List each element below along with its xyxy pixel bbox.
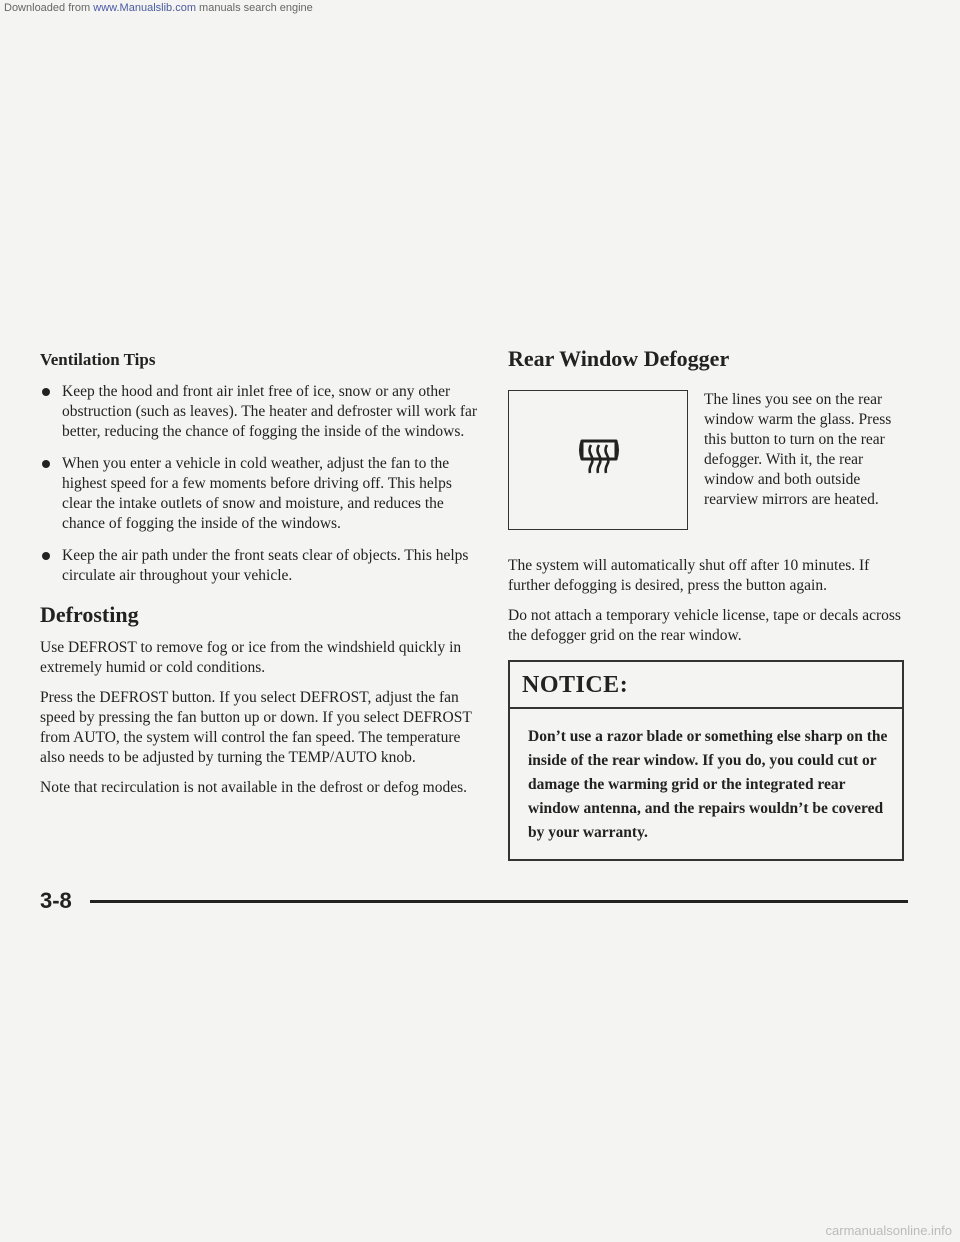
- bullet-icon: [42, 460, 50, 468]
- rear-window-defogger-heading: Rear Window Defogger: [508, 346, 730, 371]
- ventilation-tips-heading: Ventilation Tips: [40, 350, 156, 369]
- defogger-figure: [508, 390, 908, 548]
- site-watermark: carmanualsonline.info: [825, 1223, 952, 1238]
- download-watermark: Downloaded from www.Manualslib.com manuals search engine: [4, 2, 313, 14]
- list-item: Keep the air path under the front seats clear of objects. This helps circulate air throughout your vehicle.: [40, 546, 480, 586]
- defogger-button-illustration: [508, 390, 688, 530]
- defrosting-heading: Defrosting: [40, 602, 139, 627]
- list-item: When you enter a vehicle in cold weather, adjust the fan to the highest speed for a few moments before driving off. This helps clear the intake outlets of snow and moisture, and reduces the chance of fogging the inside of the windows.: [40, 454, 480, 534]
- right-column: [508, 346, 908, 861]
- paragraph: Note that recirculation is not available in the defrost or defog modes.: [40, 779, 467, 796]
- notice-box: [508, 660, 904, 861]
- footer-divider: [90, 900, 908, 903]
- left-column: [40, 350, 480, 808]
- page-number: 3-8: [40, 888, 72, 913]
- bullet-icon: [42, 552, 50, 560]
- manualslib-link[interactable]: www.Manualslib.com: [93, 2, 196, 14]
- rear-defog-icon: [576, 437, 622, 477]
- bullet-icon: [42, 388, 50, 396]
- notice-body: Don’t use a razor blade or something else sharp on the inside of the rear window. If you do, you could cut or damage the warming grid or the integrated rear window antenna, and the repairs wouldn’t be covered by your warranty.: [528, 728, 888, 841]
- paragraph: The system will automatically shut off after 10 minutes. If further defogging is desired, press the button again.: [508, 557, 870, 594]
- paragraph: Use DEFROST to remove fog or ice from the windshield quickly in extremely humid or cold conditions.: [40, 639, 462, 676]
- list-item: Keep the hood and front air inlet free of ice, snow or any other obstruction (such as leaves). The heater and defroster will work far better, reducing the chance of fogging the inside of the windows.: [40, 382, 480, 442]
- defogger-side-text: The lines you see on the rear window warm the glass. Press this button to turn on the rear defogger. With it, the rear window and both outside rearview mirrors are heated.: [704, 391, 892, 508]
- paragraph: Do not attach a temporary vehicle license, tape or decals across the defogger grid on the rear window.: [508, 607, 901, 644]
- ventilation-tips-list: [40, 382, 480, 586]
- notice-title: NOTICE:: [510, 662, 902, 709]
- paragraph: Press the DEFROST button. If you select DEFROST, adjust the fan speed by pressing the fan button up or down. If you select DEFROST from AUTO, the system will control the fan speed. The temperature also needs to be adjusted by turning the TEMP/AUTO knob.: [40, 689, 472, 766]
